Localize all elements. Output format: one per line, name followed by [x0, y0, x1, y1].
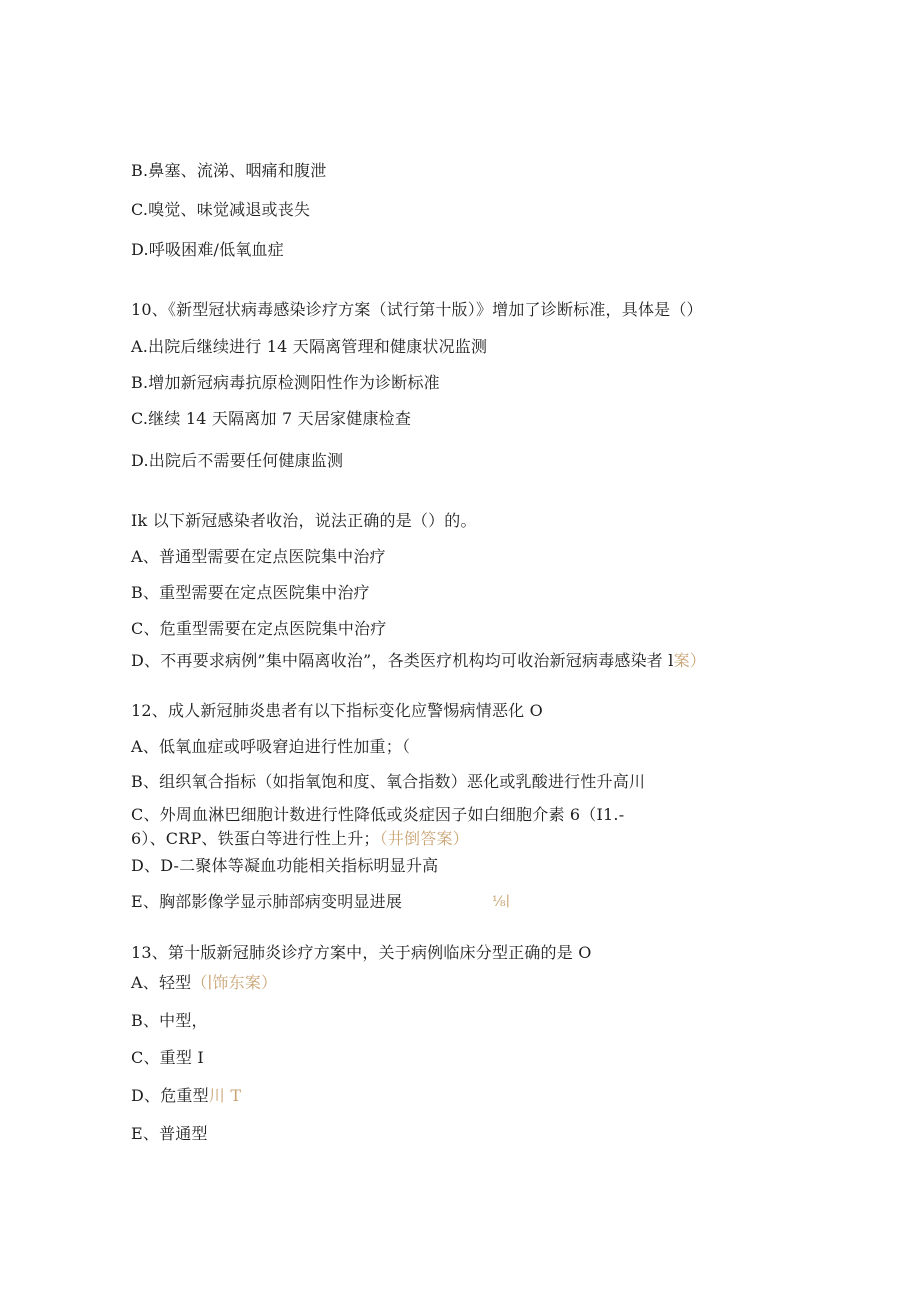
q9-option-c: C.嗅觉、味觉减退或丧失 [131, 200, 311, 219]
q13-option-c: C、重型 I [131, 1048, 204, 1067]
q12-option-e-annotation: ⅛∣ [492, 894, 511, 910]
q11-option-d-text: D、不再要求病例”集中隔离收治”，各类医疗机构均可收治新冠病毒感染者 l [131, 651, 674, 670]
q11-option-d [131, 651, 706, 671]
q12-option-c-line2 [131, 829, 469, 849]
q12-option-a: A、低氧血症或呼吸窘迫进行性加重；（ [131, 737, 411, 756]
q13-option-d [131, 1086, 241, 1106]
q13-option-a [131, 973, 277, 993]
q12-option-c-annotation: （井倒答案） [379, 829, 469, 848]
q13-option-a-annotation: （∣饰东案） [191, 973, 278, 992]
q13-option-d-annotation: 川 T [208, 1086, 242, 1105]
q12-option-c-line2-text: 6）、CRP、铁蛋白等进行性上升； [131, 829, 380, 848]
q11-option-b: B、重型需要在定点医院集中治疗 [131, 583, 370, 602]
q12-option-c-line1: C、外周血淋巴细胞计数进行性降低或炎症因子如白细胞介素 6（I1.- [131, 805, 625, 824]
q13-option-e: E、普通型 [131, 1124, 208, 1143]
q9-option-d: D.呼吸困难/低氧血症 [131, 240, 284, 259]
q12-stem: 12、成人新冠肺炎患者有以下指标变化应警惕病情恶化 O [131, 701, 543, 720]
q12-option-d: D、D-二聚体等凝血功能相关指标明显升高 [131, 856, 439, 875]
q13-option-a-text: A、轻型 [131, 973, 192, 992]
q9-option-b: B.鼻塞、流涕、咽痛和腹泄 [131, 161, 327, 180]
q10-option-a: A.出院后继续进行 14 天隔离管理和健康状况监测 [131, 337, 488, 356]
q13-option-d-text: D、危重型 [131, 1086, 209, 1105]
q10-option-b: B.增加新冠病毒抗原检测阳性作为诊断标准 [131, 373, 440, 392]
q12-option-e: E、胸部影像学显示肺部病变明显进展 [131, 892, 403, 911]
q10-stem: 10、《新型冠状病毒感染诊疗方案（试行第十版）》增加了诊断标准，具体是（） [131, 300, 703, 319]
q10-option-c: C.继续 14 天隔离加 7 天居家健康检查 [131, 409, 412, 428]
q10-option-d: D.出院后不需要任何健康监测 [131, 451, 344, 470]
q11-option-c: C、危重型需要在定点医院集中治疗 [131, 619, 387, 638]
q13-option-b: B、中型， [131, 1011, 208, 1030]
q12-option-b: B、组织氧合指标（如指氧饱和度、氧合指数）恶化或乳酸进行性升高川 [131, 772, 646, 791]
q11-option-a: A、普通型需要在定点医院集中治疗 [131, 547, 386, 566]
q13-stem: 13、第十版新冠肺炎诊疗方案中，关于病例临床分型正确的是 O [131, 943, 592, 962]
q11-option-d-annotation: 案） [673, 651, 706, 670]
q11-stem: Ik 以下新冠感染者收治，说法正确的是（）的。 [131, 511, 477, 530]
